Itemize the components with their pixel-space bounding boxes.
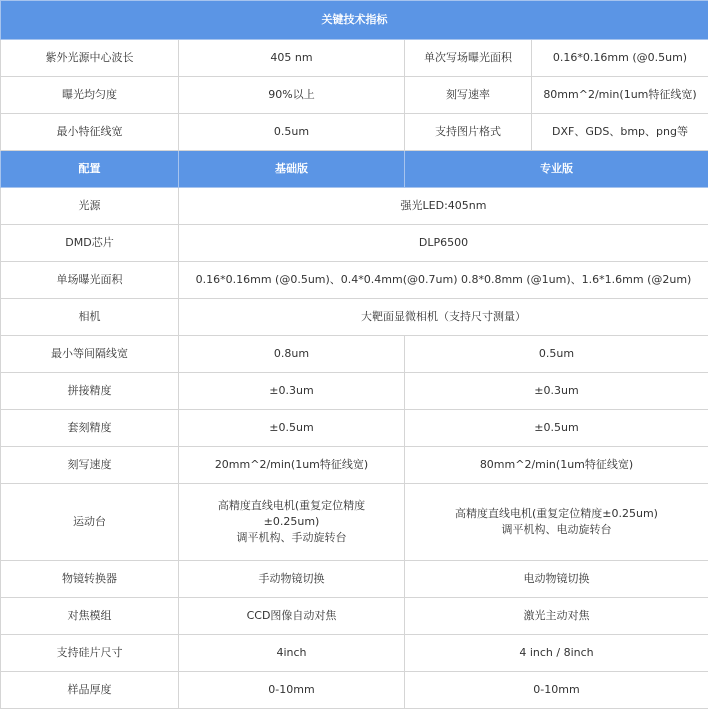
key-spec-row	[1, 114, 708, 151]
stage-pro-line: 高精度直线电机(重复定位精度±0.25um)	[409, 506, 704, 522]
config-pro-value: 80mm^2/min(1um特征线宽)	[405, 447, 708, 484]
key-spec-row	[1, 77, 708, 114]
spec-value: 90%以上	[179, 77, 405, 114]
config-row-stage	[1, 484, 708, 561]
config-label: 样品厚度	[1, 672, 179, 709]
config-label: 相机	[1, 299, 179, 336]
config-shared-value: 大靶面显微相机（支持尺寸测量）	[179, 299, 708, 336]
spec-label: 曝光均匀度	[1, 77, 179, 114]
stage-basic-line: 高精度直线电机(重复定位精度	[183, 498, 400, 514]
config-basic-value: ±0.3um	[179, 373, 405, 410]
config-pro-value: ±0.5um	[405, 410, 708, 447]
spec-label: 刻写速率	[405, 77, 532, 114]
config-row-write-speed	[1, 447, 708, 484]
config-pro-value: 激光主动对焦	[405, 598, 708, 635]
config-basic-value: 手动物镜切换	[179, 561, 405, 598]
config-pro-value: 0.5um	[405, 336, 708, 373]
config-label: 支持硅片尺寸	[1, 635, 179, 672]
spec-label: 紫外光源中心波长	[1, 40, 179, 77]
config-pro-value	[405, 484, 708, 561]
config-row-wafer	[1, 635, 708, 672]
config-row-overlay	[1, 410, 708, 447]
config-label: DMD芯片	[1, 225, 179, 262]
config-label: 对焦模组	[1, 598, 179, 635]
config-basic-value	[179, 484, 405, 561]
config-row-min-spacing	[1, 336, 708, 373]
key-specs-title-row	[1, 1, 708, 40]
config-row-dmd	[1, 225, 708, 262]
config-basic-value: 4inch	[179, 635, 405, 672]
config-label: 套刻精度	[1, 410, 179, 447]
config-header-label: 配置	[1, 151, 179, 188]
config-header-row	[1, 151, 708, 188]
config-row-focus	[1, 598, 708, 635]
config-label: 单场曝光面积	[1, 262, 179, 299]
config-shared-value: 0.16*0.16mm (@0.5um)、0.4*0.4mm(@0.7um) 0.8*0.8mm (@1um)、1.6*1.6mm (@2um)	[179, 262, 708, 299]
config-header-pro: 专业版	[405, 151, 708, 188]
config-label: 最小等间隔线宽	[1, 336, 179, 373]
config-pro-value: 0-10mm	[405, 672, 708, 709]
config-shared-value: DLP6500	[179, 225, 708, 262]
key-spec-row	[1, 40, 708, 77]
config-row-objective	[1, 561, 708, 598]
config-row-camera	[1, 299, 708, 336]
stage-basic-line: ±0.25um)	[183, 514, 400, 530]
stage-pro-line: 调平机构、电动旋转台	[409, 522, 704, 538]
config-label: 物镜转换器	[1, 561, 179, 598]
config-pro-value: 4 inch / 8inch	[405, 635, 708, 672]
stage-basic-line: 调平机构、手动旋转台	[183, 530, 400, 546]
config-row-stitch	[1, 373, 708, 410]
config-basic-value: ±0.5um	[179, 410, 405, 447]
config-header-basic: 基础版	[179, 151, 405, 188]
config-basic-value: 0.8um	[179, 336, 405, 373]
config-label: 拼接精度	[1, 373, 179, 410]
config-pro-value: ±0.3um	[405, 373, 708, 410]
spec-value: 0.16*0.16mm (@0.5um)	[532, 40, 708, 77]
spec-label: 最小特征线宽	[1, 114, 179, 151]
spec-label: 支持图片格式	[405, 114, 532, 151]
config-row-light-source	[1, 188, 708, 225]
config-basic-value: CCD图像自动对焦	[179, 598, 405, 635]
spec-value: 405 nm	[179, 40, 405, 77]
config-pro-value: 电动物镜切换	[405, 561, 708, 598]
spec-value: 0.5um	[179, 114, 405, 151]
config-label: 运动台	[1, 484, 179, 561]
config-row-field-area	[1, 262, 708, 299]
key-specs-title: 关键技术指标	[1, 1, 708, 40]
config-label: 刻写速度	[1, 447, 179, 484]
config-basic-value: 0-10mm	[179, 672, 405, 709]
config-row-thickness	[1, 672, 708, 709]
spec-value: 80mm^2/min(1um特征线宽)	[532, 77, 708, 114]
config-label: 光源	[1, 188, 179, 225]
spec-label: 单次写场曝光面积	[405, 40, 532, 77]
config-shared-value: 强光LED:405nm	[179, 188, 708, 225]
spec-value: DXF、GDS、bmp、png等	[532, 114, 708, 151]
config-basic-value: 20mm^2/min(1um特征线宽)	[179, 447, 405, 484]
